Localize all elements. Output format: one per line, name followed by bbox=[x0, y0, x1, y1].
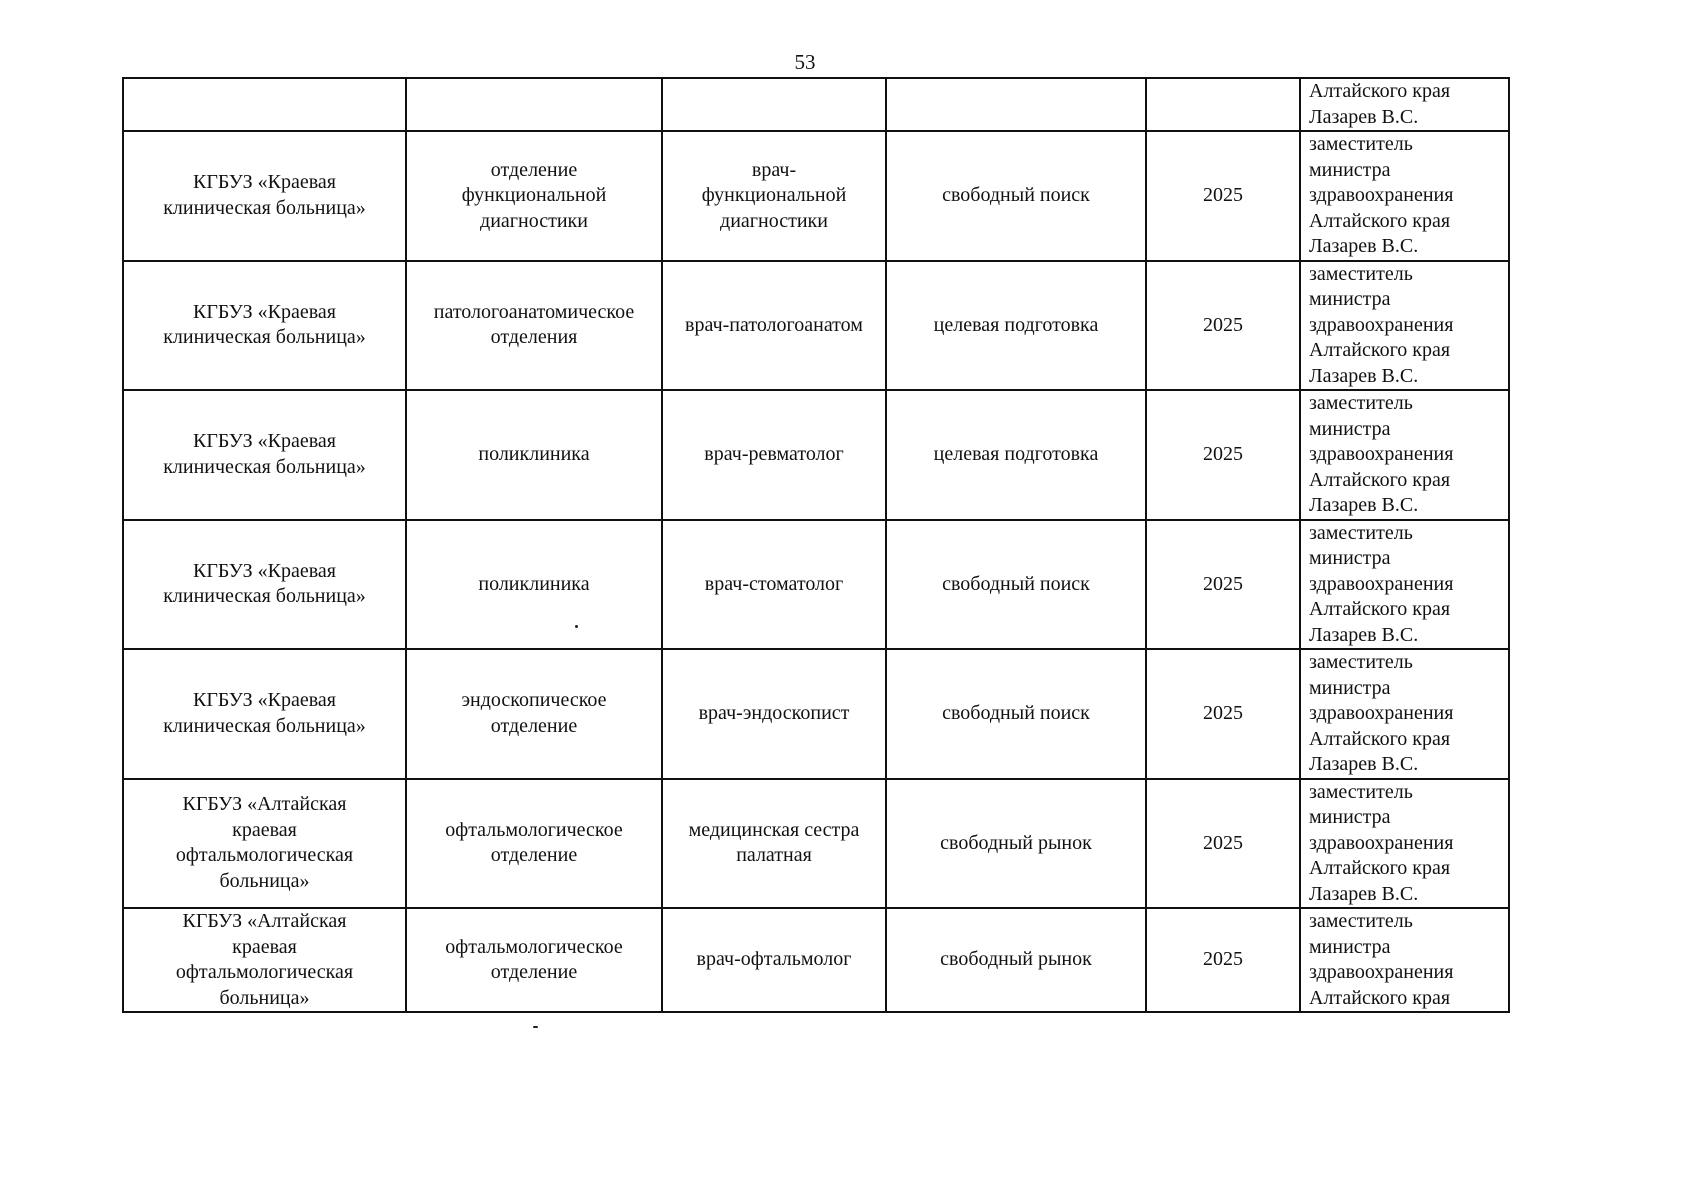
cell-organization bbox=[123, 649, 406, 779]
scan-speck bbox=[575, 625, 578, 628]
organization-line: КГБУЗ «Краевая bbox=[193, 430, 336, 453]
approver-line: здравоохранения bbox=[1309, 702, 1454, 724]
table-row bbox=[123, 520, 1509, 650]
organization-line: офтальмологическая bbox=[175, 844, 354, 867]
department-line: функциональной bbox=[461, 184, 607, 206]
table-row bbox=[123, 908, 1509, 1012]
approver-line: Алтайского края bbox=[1309, 209, 1451, 232]
approver-line: заместитель bbox=[1309, 521, 1413, 544]
cell-organization bbox=[123, 520, 406, 650]
organization-line: краевая bbox=[232, 935, 297, 958]
cell-year: 2025 bbox=[1146, 261, 1300, 391]
department-line: отделение bbox=[490, 714, 578, 737]
approver-line: министра bbox=[1309, 288, 1391, 310]
department-line: поликлиника bbox=[478, 572, 590, 595]
cell-position bbox=[662, 779, 886, 909]
organization-line: краевая bbox=[232, 818, 297, 841]
approver-line: здравоохранения bbox=[1309, 443, 1454, 465]
cell-approver bbox=[1300, 261, 1509, 391]
cell-year: 2025 bbox=[1146, 520, 1300, 650]
staffing-table bbox=[122, 77, 1510, 1013]
table-row bbox=[123, 261, 1509, 391]
cell-year: 2025 bbox=[1146, 131, 1300, 261]
position-line: врач-офтальмолог bbox=[696, 948, 852, 971]
organization-line: клиническая больница» bbox=[163, 714, 366, 737]
cell-position bbox=[662, 131, 886, 261]
cell-method: целевая подготовка bbox=[886, 390, 1146, 520]
organization-line: офтальмологическая bbox=[175, 961, 354, 983]
cell-position bbox=[662, 520, 886, 650]
position-line: врач-стоматолог bbox=[704, 572, 844, 595]
position-line: палатная bbox=[736, 844, 812, 867]
cell-organization bbox=[123, 261, 406, 391]
cell-position bbox=[662, 649, 886, 779]
position-line: врач-патологоанатом bbox=[685, 313, 863, 336]
approver-line: министра bbox=[1309, 676, 1391, 699]
department-line: отделения bbox=[490, 326, 578, 349]
cell-year: 2025 bbox=[1146, 779, 1300, 909]
organization-line: КГБУЗ «Краевая bbox=[193, 559, 336, 582]
approver-line: Лазарев В.С. bbox=[1309, 364, 1419, 387]
cell-approver bbox=[1300, 390, 1509, 520]
organization-line: больница» bbox=[219, 986, 310, 1009]
cell-approver bbox=[1300, 131, 1509, 261]
cell-position bbox=[662, 78, 886, 131]
cell-organization bbox=[123, 78, 406, 131]
organization-line: КГБУЗ «Краевая bbox=[193, 689, 336, 712]
cell-department bbox=[406, 649, 662, 779]
department-line: эндоскопическое bbox=[461, 689, 607, 712]
cell-department bbox=[406, 261, 662, 391]
department-line: отделение bbox=[490, 844, 578, 867]
cell-approver bbox=[1300, 908, 1509, 1012]
table-row bbox=[123, 649, 1509, 779]
approver-line: Алтайского края bbox=[1309, 857, 1451, 879]
cell-method: свободный поиск bbox=[886, 131, 1146, 261]
cell-approver bbox=[1300, 78, 1509, 131]
approver-line: министра bbox=[1309, 806, 1391, 828]
organization-line: КГБУЗ «Краевая bbox=[193, 171, 336, 194]
organization-line: КГБУЗ «Алтайская bbox=[182, 793, 347, 816]
approver-line: здравоохранения bbox=[1309, 961, 1454, 983]
approver-line: заместитель bbox=[1309, 392, 1413, 414]
organization-line: клиническая больница» bbox=[163, 326, 366, 349]
cell-organization bbox=[123, 908, 406, 1012]
scan-speck bbox=[533, 1026, 538, 1028]
table-row bbox=[123, 131, 1509, 261]
approver-line: министра bbox=[1309, 935, 1391, 958]
approver-line: Алтайского края bbox=[1309, 339, 1451, 361]
approver-line: здравоохранения bbox=[1309, 184, 1454, 206]
organization-line: клиническая больница» bbox=[163, 196, 366, 219]
cell-department bbox=[406, 520, 662, 650]
approver-line: Лазарев В.С. bbox=[1309, 105, 1419, 128]
department-line: офтальмологическое bbox=[445, 818, 623, 841]
cell-position bbox=[662, 908, 886, 1012]
approver-line: Алтайского края bbox=[1309, 468, 1451, 491]
cell-method: свободный поиск bbox=[886, 520, 1146, 650]
position-line: врач- bbox=[751, 158, 797, 181]
organization-line: клиническая больница» bbox=[163, 455, 366, 478]
cell-method: свободный рынок bbox=[886, 779, 1146, 909]
page-number: 53 bbox=[794, 50, 816, 74]
cell-approver bbox=[1300, 520, 1509, 650]
cell-department bbox=[406, 908, 662, 1012]
approver-line: заместитель bbox=[1309, 651, 1413, 673]
approver-line: заместитель bbox=[1309, 780, 1413, 803]
approver-line: здравоохранения bbox=[1309, 572, 1454, 595]
position-line: диагностики bbox=[720, 209, 828, 232]
cell-year: 2025 bbox=[1146, 908, 1300, 1012]
cell-year bbox=[1146, 78, 1300, 131]
cell-method: свободный рынок bbox=[886, 908, 1146, 1012]
approver-line: Алтайского края bbox=[1309, 727, 1451, 750]
cell-method: свободный поиск bbox=[886, 649, 1146, 779]
cell-position bbox=[662, 390, 886, 520]
approver-line: заместитель bbox=[1309, 910, 1413, 932]
approver-line: Лазарев В.С. bbox=[1309, 494, 1419, 516]
department-line: офтальмологическое bbox=[445, 935, 623, 958]
department-line: отделение bbox=[490, 158, 578, 181]
cell-year: 2025 bbox=[1146, 390, 1300, 520]
approver-line: Лазарев В.С. bbox=[1309, 623, 1419, 646]
cell-department bbox=[406, 779, 662, 909]
position-line: врач-эндоскопист bbox=[698, 702, 850, 724]
cell-department bbox=[406, 131, 662, 261]
position-line: функциональной bbox=[701, 184, 847, 206]
cell-organization bbox=[123, 779, 406, 909]
approver-line: заместитель bbox=[1309, 262, 1413, 285]
cell-year: 2025 bbox=[1146, 649, 1300, 779]
cell-method bbox=[886, 78, 1146, 131]
approver-line: министра bbox=[1309, 547, 1391, 569]
approver-line: заместитель bbox=[1309, 133, 1413, 155]
cell-organization bbox=[123, 131, 406, 261]
approver-line: министра bbox=[1309, 158, 1391, 181]
approver-line: Алтайского края bbox=[1309, 598, 1451, 620]
organization-line: больница» bbox=[219, 869, 310, 892]
table-row-continuation bbox=[123, 78, 1509, 131]
department-line: диагностики bbox=[480, 209, 588, 232]
cell-department bbox=[406, 390, 662, 520]
approver-line: Алтайского края bbox=[1309, 80, 1451, 102]
organization-line: КГБУЗ «Алтайская bbox=[182, 910, 347, 932]
approver-line: министра bbox=[1309, 417, 1391, 440]
cell-department bbox=[406, 78, 662, 131]
cell-organization bbox=[123, 390, 406, 520]
approver-line: Лазарев В.С. bbox=[1309, 235, 1419, 257]
approver-line: Лазарев В.С. bbox=[1309, 882, 1419, 905]
approver-line: Алтайского края bbox=[1309, 986, 1451, 1009]
cell-approver bbox=[1300, 649, 1509, 779]
cell-approver bbox=[1300, 779, 1509, 909]
department-line: патологоанатомическое bbox=[433, 300, 635, 323]
organization-line: КГБУЗ «Краевая bbox=[193, 300, 336, 323]
department-line: поликлиника bbox=[478, 443, 590, 465]
cell-position bbox=[662, 261, 886, 391]
organization-line: клиническая больница» bbox=[163, 585, 366, 608]
department-line: отделение bbox=[490, 961, 578, 983]
table-row bbox=[123, 779, 1509, 909]
position-line: медицинская сестра bbox=[688, 818, 860, 841]
table-row bbox=[123, 390, 1509, 520]
approver-line: здравоохранения bbox=[1309, 313, 1454, 336]
approver-line: здравоохранения bbox=[1309, 831, 1454, 854]
cell-method: целевая подготовка bbox=[886, 261, 1146, 391]
position-line: врач-ревматолог bbox=[704, 443, 844, 465]
approver-line: Лазарев В.С. bbox=[1309, 753, 1419, 775]
